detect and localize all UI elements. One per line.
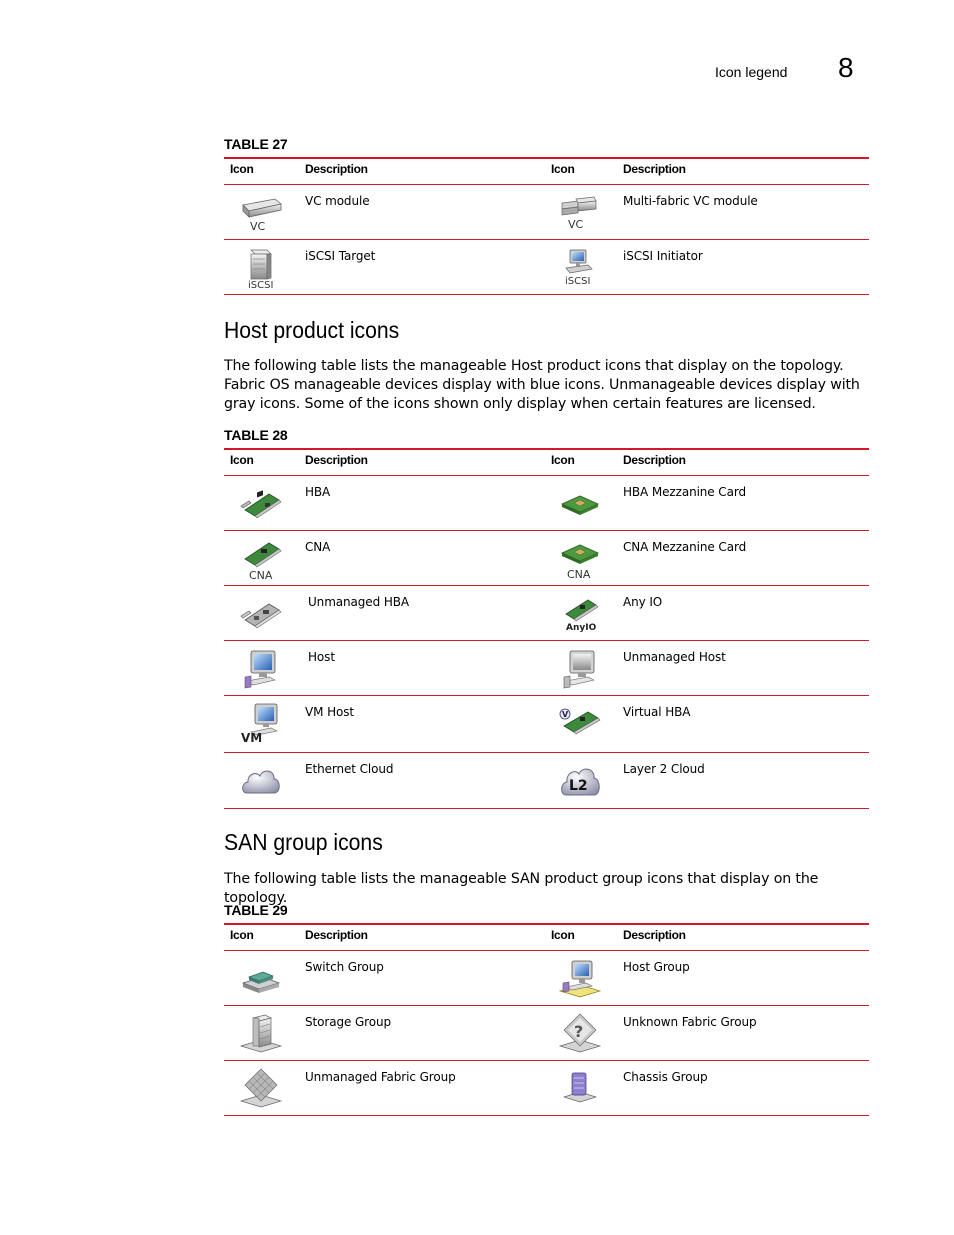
multi-fabric-vc-module-icon <box>558 191 602 235</box>
section-paragraph: The following table lists the manageable Host product icons that display on the topology. Fabric OS manageable devices display with blue icons. Unmanageable devices display with gray icons. Some of the icons shown only display when certain features are licensed. <box>224 358 860 412</box>
header-icon: Icon <box>551 162 575 176</box>
header-icon: Icon <box>551 453 575 467</box>
host-group-icon <box>558 957 602 1001</box>
unmanaged-fabric-group-icon <box>239 1067 283 1111</box>
cell-description: CNA <box>305 540 331 554</box>
cna-mezzanine-card-icon <box>558 537 602 581</box>
header-icon: Icon <box>230 453 254 467</box>
vc-module-icon <box>239 191 283 235</box>
cell-description: Switch Group <box>305 960 384 974</box>
table-row <box>224 1006 869 1061</box>
cell-description: Unmanaged HBA <box>308 595 409 609</box>
table-row <box>224 185 869 240</box>
cell-description: Unmanaged Fabric Group <box>305 1070 456 1084</box>
table-28-caption: TABLE 28 <box>224 427 288 443</box>
cell-description: Any IO <box>623 595 663 609</box>
storage-group-icon <box>239 1012 283 1056</box>
header-icon: Icon <box>230 162 254 176</box>
section-paragraph: The following table lists the manageable SAN product group icons that display on the topology. <box>224 871 819 906</box>
table-header-row <box>224 450 869 476</box>
cell-description: HBA <box>305 485 331 499</box>
cell-description: iSCSI Initiator <box>623 249 703 263</box>
iscsi-initiator-icon <box>558 246 602 290</box>
cell-description: Host Group <box>623 960 690 974</box>
svg-text:L2: L2 <box>569 778 588 794</box>
table-row <box>224 586 869 641</box>
cell-description: Ethernet Cloud <box>305 762 394 776</box>
header-description: Description <box>623 162 686 176</box>
table-29-caption: TABLE 29 <box>224 902 288 918</box>
cell-description: CNA Mezzanine Card <box>623 540 747 554</box>
section-title-host-product-icons: Host product icons <box>224 317 400 343</box>
cell-description: Unmanaged Host <box>623 650 726 664</box>
cell-description: VM Host <box>305 705 354 719</box>
cell-description: Chassis Group <box>623 1070 708 1084</box>
table-row <box>224 951 869 1006</box>
svg-text:?: ? <box>574 1022 584 1041</box>
svg-text:VC: VC <box>568 218 584 231</box>
svg-text:iSCSI: iSCSI <box>565 276 591 287</box>
header-description: Description <box>305 162 368 176</box>
table-27 <box>224 157 869 295</box>
unmanaged-hba-icon <box>239 592 283 636</box>
hba-mezzanine-card-icon <box>558 482 602 526</box>
table-header-row <box>224 925 869 951</box>
cell-description: Multi-fabric VC module <box>623 194 758 208</box>
ethernet-cloud-icon <box>239 759 283 803</box>
table-row <box>224 240 869 295</box>
vm-host-icon <box>239 702 283 746</box>
svg-text:CNA: CNA <box>249 569 273 581</box>
cell-description: Layer 2 Cloud <box>623 762 705 776</box>
header-description: Description <box>305 453 368 467</box>
cna-icon <box>239 537 283 581</box>
svg-text:VM: VM <box>241 731 263 745</box>
layer-2-cloud-icon <box>558 759 602 803</box>
chapter-number: 8 <box>838 52 854 83</box>
table-header-row <box>224 159 869 185</box>
svg-text:iSCSI: iSCSI <box>248 280 274 290</box>
table-row <box>224 753 869 809</box>
table-row <box>224 531 869 586</box>
cell-description: HBA Mezzanine Card <box>623 485 746 499</box>
cell-description: VC module <box>305 194 370 208</box>
cell-description: Storage Group <box>305 1015 391 1029</box>
table-row <box>224 641 869 696</box>
running-header-title: Icon legend <box>715 64 788 80</box>
svg-text:AnyIO: AnyIO <box>566 623 597 633</box>
chassis-group-icon <box>558 1067 602 1111</box>
header-description: Description <box>623 453 686 467</box>
cell-description: Unknown Fabric Group <box>623 1015 757 1029</box>
svg-text:V: V <box>562 710 569 719</box>
header-description: Description <box>623 928 686 942</box>
header-icon: Icon <box>230 928 254 942</box>
table-29 <box>224 923 869 1116</box>
header-description: Description <box>305 928 368 942</box>
unknown-fabric-group-icon <box>558 1012 602 1056</box>
switch-group-icon <box>239 957 283 1001</box>
virtual-hba-icon <box>558 702 602 746</box>
table-row <box>224 476 869 531</box>
table-28 <box>224 448 869 809</box>
svg-text:VC: VC <box>250 220 266 233</box>
any-io-icon <box>558 592 602 636</box>
table-row <box>224 696 869 753</box>
table-row <box>224 1061 869 1116</box>
iscsi-target-icon <box>239 246 283 290</box>
host-icon <box>239 647 283 691</box>
cell-description: iSCSI Target <box>305 249 376 263</box>
header-icon: Icon <box>551 928 575 942</box>
table-27-caption: TABLE 27 <box>224 136 288 152</box>
cell-description: Host <box>308 650 335 664</box>
hba-icon <box>239 482 283 526</box>
svg-text:CNA: CNA <box>567 568 591 581</box>
section-title-san-group-icons: SAN group icons <box>224 829 383 855</box>
cell-description: Virtual HBA <box>623 705 691 719</box>
unmanaged-host-icon <box>558 647 602 691</box>
